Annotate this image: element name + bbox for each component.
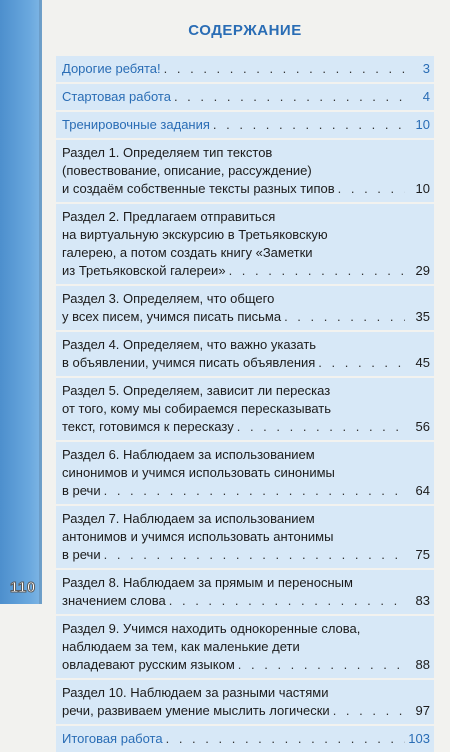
toc-page-number: 75: [415, 547, 430, 562]
toc-page-number: 29: [415, 263, 430, 278]
toc-entry[interactable]: [62, 382, 430, 436]
toc-leader-dots: [284, 308, 405, 326]
toc-entry-line: [62, 528, 430, 546]
toc-entry-text: и создаём собственные тексты разных типов: [62, 181, 335, 196]
toc-entry-line: [62, 144, 430, 162]
toc-page-number: 4: [422, 89, 430, 104]
toc-page-number: 56: [415, 419, 430, 434]
toc-entry-line: [62, 592, 430, 610]
toc-entry-line: [62, 308, 430, 326]
toc-entry[interactable]: [62, 88, 430, 106]
toc-entry[interactable]: [62, 730, 430, 748]
toc-leader-dots: [164, 60, 405, 78]
toc-entry-line: [62, 290, 430, 308]
page-title: СОДЕРЖАНИЕ: [188, 22, 302, 39]
toc-entry-text: Раздел 9. Учимся находить однокоренные слова,: [62, 621, 361, 636]
toc-leader-dots: [318, 354, 405, 372]
toc-entry-line: [62, 354, 430, 372]
toc-leader-dots: [229, 262, 405, 280]
toc-entry[interactable]: [62, 116, 430, 134]
toc-entry-line: [62, 620, 430, 638]
toc-page-number: 45: [415, 355, 430, 370]
toc-leader-dots: [238, 656, 405, 674]
toc-leader-dots: [166, 730, 405, 748]
toc-entry-line: [62, 684, 430, 702]
toc-entry-line: [62, 180, 430, 198]
toc-entry-line: [62, 446, 430, 464]
left-margin-strip: [0, 0, 42, 604]
toc-entry-text: Раздел 4. Определяем, что важно указать: [62, 337, 317, 352]
toc-entry-text: Раздел 10. Наблюдаем за разными частями: [62, 685, 329, 700]
toc-entry-text: Тренировочные задания: [62, 117, 210, 132]
toc-entry[interactable]: [62, 208, 430, 280]
toc-leader-dots: [213, 116, 405, 134]
toc-entry-text: в речи: [62, 483, 101, 498]
toc-entry-text: Раздел 3. Определяем, что общего: [62, 291, 275, 306]
toc-entry-line: [62, 400, 430, 418]
toc-entry-line: [62, 208, 430, 226]
toc-entry-line: [62, 574, 430, 592]
toc-leader-dots: [104, 482, 405, 500]
toc-page-number: 10: [415, 117, 430, 132]
toc-leader-dots: [174, 88, 405, 106]
toc-entry-text: в речи: [62, 547, 101, 562]
toc-entry-text: Раздел 8. Наблюдаем за прямым и переносным: [62, 575, 353, 590]
toc-leader-dots: [169, 592, 405, 610]
page-number: 110: [10, 579, 36, 596]
toc-entry-text: у всех писем, учимся писать письма: [62, 309, 282, 324]
toc-entry-line: [62, 656, 430, 674]
toc-entry-text: Итоговая работа: [62, 731, 163, 746]
toc-entry-line: [62, 336, 430, 354]
toc-entry-text: на виртуальную экскурсию в Третьяковскую: [62, 227, 328, 242]
toc-entry[interactable]: [62, 620, 430, 674]
toc-entry-line: [62, 510, 430, 528]
toc-entry-line: [62, 60, 430, 78]
toc-entry[interactable]: [62, 510, 430, 564]
toc-entry-line: [62, 730, 430, 748]
toc-entry-line: [62, 546, 430, 564]
toc-page-number: 97: [415, 703, 430, 718]
toc-entry-text: значением слова: [62, 593, 166, 608]
toc-entry-text: текст, готовимся к пересказу: [62, 419, 234, 434]
toc-entry-text: от того, кому мы собираемся пересказывать: [62, 401, 331, 416]
toc-leader-dots: [338, 180, 405, 198]
toc-entry-text: Стартовая работа: [62, 89, 171, 104]
toc-leader-dots: [333, 702, 405, 720]
toc-entry-line: [62, 116, 430, 134]
toc-entry-text: Раздел 7. Наблюдаем за использованием: [62, 511, 315, 526]
toc-entry-text: из Третьяковской галереи»: [62, 263, 226, 278]
toc-entry-text: антонимов и учимся использовать антонимы: [62, 529, 334, 544]
toc-entry[interactable]: [62, 144, 430, 198]
toc-entry-line: [62, 244, 430, 262]
toc-entry-line: [62, 482, 430, 500]
toc-entry-text: галерею, а потом создать книгу «Заметки: [62, 245, 313, 260]
toc-entry-line: [62, 382, 430, 400]
toc-page-number: 103: [408, 731, 430, 746]
toc-page-number: 64: [415, 483, 430, 498]
toc-entry[interactable]: [62, 446, 430, 500]
toc-entry[interactable]: [62, 60, 430, 78]
toc-entry-line: [62, 88, 430, 106]
toc-entry[interactable]: [62, 684, 430, 720]
toc-entry-text: Раздел 6. Наблюдаем за использованием: [62, 447, 315, 462]
toc-entry-text: Раздел 2. Предлагаем отправиться: [62, 209, 276, 224]
toc-entry[interactable]: [62, 290, 430, 326]
toc-entry-text: (повествование, описание, рассуждение): [62, 163, 312, 178]
toc-entry-line: [62, 226, 430, 244]
toc-leader-dots: [237, 418, 405, 436]
toc-entry-line: [62, 418, 430, 436]
toc-entry-text: в объявлении, учимся писать объявления: [62, 355, 316, 370]
toc-entry-line: [62, 638, 430, 656]
toc-entry-text: Дорогие ребята!: [62, 61, 161, 76]
toc-entry-text: наблюдаем за тем, как маленькие дети: [62, 639, 300, 654]
toc-leader-dots: [104, 546, 405, 564]
toc-entry-text: синонимов и учимся использовать синонимы: [62, 465, 335, 480]
strip-shadow: [39, 0, 42, 604]
toc-entry-line: [62, 262, 430, 280]
toc-entry-line: [62, 464, 430, 482]
toc-entry[interactable]: [62, 336, 430, 372]
toc-page-number: 35: [415, 309, 430, 324]
toc-entry-text: речи, развиваем умение мыслить логически: [62, 703, 330, 718]
toc-page-number: 88: [415, 657, 430, 672]
toc-entry-text: Раздел 5. Определяем, зависит ли пересказ: [62, 383, 331, 398]
toc-entry-text: Раздел 1. Определяем тип текстов: [62, 145, 273, 160]
toc-page-number: 3: [422, 61, 430, 76]
toc-entry[interactable]: [62, 574, 430, 610]
toc-entry-line: [62, 162, 430, 180]
toc-page-number: 10: [415, 181, 430, 196]
toc-entry-text: овладевают русским языком: [62, 657, 235, 672]
toc-entry-line: [62, 702, 430, 720]
toc-page-number: 83: [415, 593, 430, 608]
